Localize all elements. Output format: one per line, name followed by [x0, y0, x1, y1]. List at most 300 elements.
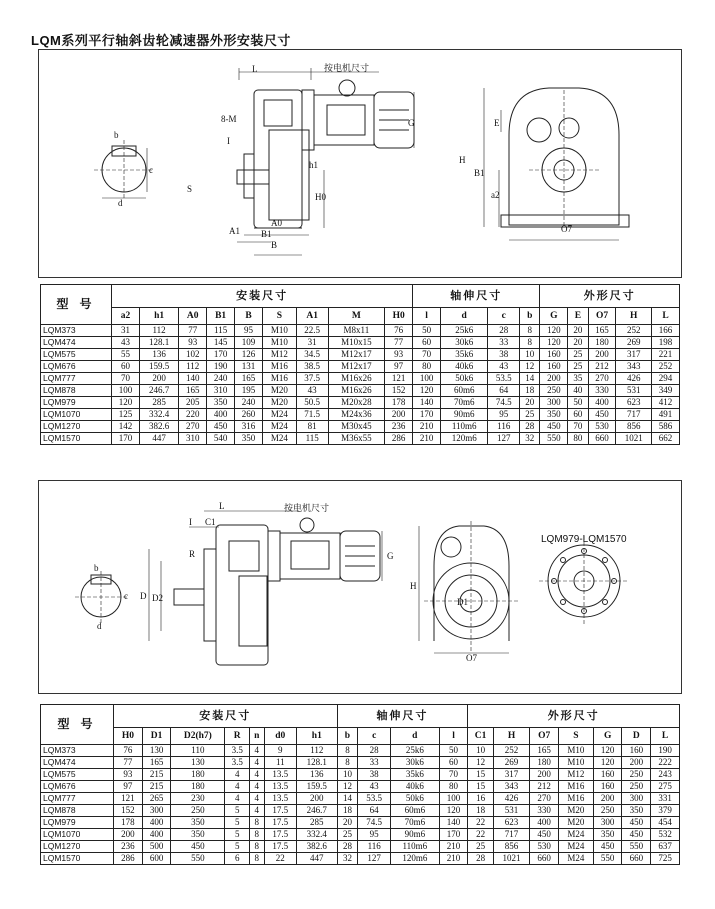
table-cell: 77 — [179, 325, 207, 337]
label-S: S — [187, 184, 193, 194]
table-cell: 8 — [520, 337, 540, 349]
table-cell: M20 — [262, 397, 296, 409]
table-cell: 22.5 — [296, 325, 328, 337]
table-cell: 230 — [171, 793, 225, 805]
table-cell: 20 — [568, 325, 588, 337]
label-L: L — [252, 64, 258, 74]
table-cell: 8 — [337, 745, 358, 757]
table-cell: 350 — [207, 397, 235, 409]
label-G: G — [408, 118, 415, 128]
table-cell: 447 — [139, 433, 178, 445]
table-cell: 70m6 — [441, 397, 488, 409]
column-header: A1 — [296, 308, 328, 325]
drawing-panel-1 — [38, 49, 682, 278]
table-cell: 140 — [439, 817, 468, 829]
table-cell: 20 — [520, 397, 540, 409]
label-H0: H0 — [315, 192, 326, 202]
table-cell: 77 — [114, 757, 143, 769]
column-header: H0 — [385, 308, 413, 325]
table-cell: 856 — [493, 841, 530, 853]
table-cell: 64 — [488, 385, 520, 397]
table-cell: 250 — [171, 805, 225, 817]
table-cell: 110 — [171, 745, 225, 757]
table-cell: 379 — [651, 805, 680, 817]
table-cell: 130 — [142, 745, 171, 757]
table-cell: 212 — [530, 781, 559, 793]
table-cell: 28 — [520, 421, 540, 433]
table-cell: 550 — [593, 853, 622, 865]
table-cell: 110m6 — [441, 421, 488, 433]
table-cell: 18 — [520, 385, 540, 397]
table-cell: 200 — [139, 373, 178, 385]
table-cell: 500 — [142, 841, 171, 853]
table-cell: 25 — [568, 361, 588, 373]
table-cell: 10 — [520, 349, 540, 361]
table-cell: 8 — [337, 757, 358, 769]
table-cell: 350 — [171, 817, 225, 829]
table-cell: 550 — [540, 433, 568, 445]
table-cell: 33 — [488, 337, 520, 349]
table-cell: 200 — [622, 757, 651, 769]
table-cell: 37.5 — [296, 373, 328, 385]
table-cell: 38.5 — [296, 361, 328, 373]
table-cell: 126 — [235, 349, 263, 361]
table-cell: 70m6 — [390, 817, 439, 829]
label-a2: a2 — [491, 190, 500, 200]
table-row — [41, 433, 680, 445]
table-cell: 180 — [171, 769, 225, 781]
table-cell: 240 — [207, 373, 235, 385]
model-cell: LQM878 — [41, 805, 114, 817]
table-cell: 18 — [337, 805, 358, 817]
table-cell: 25 — [520, 409, 540, 421]
table-cell: 215 — [142, 781, 171, 793]
table-cell: 14 — [520, 373, 540, 385]
table-cell: 8 — [250, 817, 264, 829]
table-cell: 35k6 — [441, 349, 488, 361]
table-cell: 343 — [616, 361, 652, 373]
table-cell: 300 — [593, 817, 622, 829]
table-cell: 550 — [171, 853, 225, 865]
table-cell: 426 — [616, 373, 652, 385]
table-cell: 120 — [540, 337, 568, 349]
table-cell: 269 — [616, 337, 652, 349]
column-header: C1 — [468, 728, 493, 745]
table-cell: 160 — [593, 769, 622, 781]
table-cell: 400 — [530, 817, 559, 829]
table-cell: M10 — [559, 745, 594, 757]
table-cell: 332.4 — [139, 409, 178, 421]
table-cell: 246.7 — [297, 805, 337, 817]
table-cell: 142 — [112, 421, 140, 433]
table-cell: 13.5 — [264, 793, 297, 805]
table-cell: M12 — [262, 349, 296, 361]
table-cell: 130 — [171, 757, 225, 769]
group-header-shaft: 轴伸尺寸 — [413, 285, 540, 308]
model-cell: LQM1570 — [41, 853, 114, 865]
table-cell: 160 — [622, 745, 651, 757]
table-cell: 454 — [651, 817, 680, 829]
column-header: H — [616, 308, 652, 325]
table-cell: 15 — [468, 781, 493, 793]
column-header: G — [540, 308, 568, 325]
table-cell: 22 — [468, 829, 493, 841]
table-cell: 531 — [493, 805, 530, 817]
table-cell: M24 — [262, 409, 296, 421]
table-cell: 5 — [225, 817, 250, 829]
table-cell: 350 — [171, 829, 225, 841]
table-cell: 660 — [588, 433, 616, 445]
table-cell: 180 — [530, 757, 559, 769]
table-cell: 531 — [616, 385, 652, 397]
label-D1: D1 — [457, 597, 468, 607]
table-cell: 76 — [385, 325, 413, 337]
table-cell: 450 — [530, 829, 559, 841]
table-cell: 300 — [540, 397, 568, 409]
table-cell: 450 — [593, 841, 622, 853]
model-cell: LQM878 — [41, 385, 112, 397]
table-cell: 34.5 — [296, 349, 328, 361]
table-cell: 236 — [114, 841, 143, 853]
table-cell: 530 — [530, 841, 559, 853]
table-cell: 97 — [385, 361, 413, 373]
table-cell: M24 — [559, 853, 594, 865]
table-cell: 717 — [616, 409, 652, 421]
label-H: H — [459, 155, 466, 165]
table-row — [41, 385, 680, 397]
table-cell: 31 — [112, 325, 140, 337]
table-cell: 70 — [439, 769, 468, 781]
table-cell: M8x11 — [328, 325, 385, 337]
table-cell: 100 — [112, 385, 140, 397]
table-cell: 50 — [413, 325, 441, 337]
table-cell: 400 — [588, 397, 616, 409]
label-c-2: c — [124, 591, 128, 601]
table-cell: 136 — [139, 349, 178, 361]
table-cell: 115 — [207, 325, 235, 337]
column-header: D2(h7) — [171, 728, 225, 745]
label-O7: O7 — [561, 224, 572, 234]
table-cell: 200 — [297, 793, 337, 805]
table-cell: 80 — [439, 781, 468, 793]
motor-dimension-label: 按电机尺寸 — [324, 63, 370, 73]
table-cell: 33 — [358, 757, 391, 769]
table-cell: 450 — [622, 829, 651, 841]
table-cell: 300 — [622, 793, 651, 805]
model-cell: LQM575 — [41, 769, 114, 781]
table-cell: 600 — [142, 853, 171, 865]
table-cell: 170 — [439, 829, 468, 841]
table-cell: 275 — [651, 781, 680, 793]
table-cell: 250 — [622, 781, 651, 793]
table-cell: 178 — [385, 397, 413, 409]
table-cell: M12 — [559, 769, 594, 781]
table-cell: 136 — [297, 769, 337, 781]
table-cell: 93 — [385, 349, 413, 361]
table-cell: 200 — [588, 349, 616, 361]
drawing-panel-2 — [38, 480, 682, 694]
series-label: LQM979-LQM1570 — [541, 534, 627, 545]
table-cell: 25k6 — [390, 745, 439, 757]
table-cell: 12 — [468, 757, 493, 769]
table-cell: 60 — [413, 337, 441, 349]
table-cell: 120m6 — [390, 853, 439, 865]
table-cell: 550 — [622, 841, 651, 853]
model-cell: LQM676 — [41, 361, 112, 373]
label-d-2: d — [97, 621, 102, 631]
table-cell: 116 — [358, 841, 391, 853]
table-cell: 210 — [413, 433, 441, 445]
model-cell: LQM777 — [41, 373, 112, 385]
table-cell: 450 — [588, 409, 616, 421]
table-cell: 20 — [568, 337, 588, 349]
table-cell: 70 — [413, 349, 441, 361]
table-cell: 252 — [651, 361, 679, 373]
table-cell: M10x15 — [328, 337, 385, 349]
table-cell: 350 — [540, 409, 568, 421]
table-cell: 152 — [114, 805, 143, 817]
table-cell: M10 — [262, 337, 296, 349]
table-cell: 31 — [296, 337, 328, 349]
table-cell: 330 — [588, 385, 616, 397]
table-cell: 80 — [568, 433, 588, 445]
table-cell: 13.5 — [264, 781, 297, 793]
table-cell: 286 — [385, 433, 413, 445]
label-D: D — [140, 591, 147, 601]
label-R: R — [189, 549, 196, 559]
table-cell: 210 — [439, 853, 468, 865]
table-row — [41, 781, 680, 793]
table-cell: 252 — [493, 745, 530, 757]
table-cell: 25 — [568, 349, 588, 361]
model-cell: LQM777 — [41, 793, 114, 805]
table-cell: 270 — [530, 793, 559, 805]
label-b: b — [114, 130, 119, 140]
table-cell: 331 — [651, 793, 680, 805]
table-cell: 350 — [593, 829, 622, 841]
table-cell: 426 — [493, 793, 530, 805]
table-cell: 215 — [142, 769, 171, 781]
table-cell: 200 — [593, 793, 622, 805]
table-cell: 4 — [250, 805, 264, 817]
table-cell: 53.5 — [358, 793, 391, 805]
table-cell: M24 — [262, 433, 296, 445]
table-cell: 660 — [622, 853, 651, 865]
model-cell: LQM373 — [41, 745, 114, 757]
table-cell: 285 — [139, 397, 178, 409]
column-header: n — [250, 728, 264, 745]
table-cell: 382.6 — [297, 841, 337, 853]
table-row — [41, 793, 680, 805]
label-E: E — [494, 118, 500, 128]
model-cell: LQM979 — [41, 397, 112, 409]
table-cell: 4 — [250, 793, 264, 805]
table-cell: 269 — [493, 757, 530, 769]
column-header: L — [651, 728, 680, 745]
table-cell: 400 — [142, 829, 171, 841]
table-cell: 400 — [207, 409, 235, 421]
column-header: a2 — [112, 308, 140, 325]
table-cell: 170 — [207, 349, 235, 361]
table-cell: 93 — [114, 769, 143, 781]
table-cell: M16 — [559, 793, 594, 805]
table-cell: M20 — [559, 817, 594, 829]
table-row — [41, 397, 680, 409]
column-header: S — [559, 728, 594, 745]
spec-table-2 — [40, 704, 680, 865]
table-cell: 412 — [651, 397, 679, 409]
table-cell: 112 — [139, 325, 178, 337]
table-cell: 25k6 — [441, 325, 488, 337]
table-cell: 250 — [622, 769, 651, 781]
table-cell: 50k6 — [441, 373, 488, 385]
table-row — [41, 817, 680, 829]
table-cell: 210 — [413, 421, 441, 433]
table-cell: 120 — [413, 385, 441, 397]
table-cell: 294 — [651, 373, 679, 385]
table-cell: 252 — [616, 325, 652, 337]
table-cell: 400 — [142, 817, 171, 829]
table-cell: 165 — [588, 325, 616, 337]
column-header: G — [593, 728, 622, 745]
table-cell: M16x26 — [328, 373, 385, 385]
column-header-row — [41, 308, 680, 325]
table-cell: 212 — [588, 361, 616, 373]
table-cell: 60 — [568, 409, 588, 421]
table-cell: 95 — [488, 409, 520, 421]
table-cell: 330 — [530, 805, 559, 817]
table-cell: 662 — [651, 433, 679, 445]
table-cell: 165 — [179, 385, 207, 397]
table-row — [41, 373, 680, 385]
table-row — [41, 769, 680, 781]
table-cell: 35 — [568, 373, 588, 385]
table-cell: 28 — [337, 841, 358, 853]
table-cell: 112 — [297, 745, 337, 757]
column-header: O7 — [588, 308, 616, 325]
table-cell: 17.5 — [264, 805, 297, 817]
model-cell: LQM1070 — [41, 409, 112, 421]
table-cell: 243 — [651, 769, 680, 781]
table-cell: 491 — [651, 409, 679, 421]
table-cell: 180 — [588, 337, 616, 349]
table-cell: 15 — [468, 769, 493, 781]
table-cell: 127 — [488, 433, 520, 445]
column-header: d — [441, 308, 488, 325]
table-cell: M24 — [559, 841, 594, 853]
group-header-outline-2: 外形尺寸 — [468, 705, 680, 728]
table-cell: M16x26 — [328, 385, 385, 397]
table-cell: 623 — [616, 397, 652, 409]
column-header: h1 — [297, 728, 337, 745]
table-cell: 110m6 — [390, 841, 439, 853]
table-cell: M16 — [559, 781, 594, 793]
table-row — [41, 337, 680, 349]
table-cell: 30k6 — [441, 337, 488, 349]
table-cell: 17.5 — [264, 817, 297, 829]
table-row — [41, 829, 680, 841]
table-cell: 382.6 — [139, 421, 178, 433]
table-cell: 12 — [520, 361, 540, 373]
table-cell: 4 — [225, 793, 250, 805]
table-cell: 40k6 — [441, 361, 488, 373]
column-header: R — [225, 728, 250, 745]
table-cell: 120m6 — [441, 433, 488, 445]
table-cell: 856 — [616, 421, 652, 433]
table-cell: 286 — [114, 853, 143, 865]
table-cell: 53.5 — [488, 373, 520, 385]
table-cell: 159.5 — [139, 361, 178, 373]
column-header: B — [235, 308, 263, 325]
table-cell: 43 — [488, 361, 520, 373]
column-header: d — [390, 728, 439, 745]
model-cell: LQM1270 — [41, 421, 112, 433]
table-cell: 447 — [297, 853, 337, 865]
table-cell: 9 — [264, 745, 297, 757]
table-cell: 166 — [651, 325, 679, 337]
table-cell: 28 — [488, 325, 520, 337]
label-A1: A1 — [229, 226, 240, 236]
table-cell: 210 — [439, 841, 468, 853]
table-cell: 127 — [358, 853, 391, 865]
column-header: D — [622, 728, 651, 745]
table-cell: 10 — [337, 769, 358, 781]
table-cell: 100 — [413, 373, 441, 385]
column-header: h1 — [139, 308, 178, 325]
column-header: l — [439, 728, 468, 745]
table-cell: 236 — [385, 421, 413, 433]
table-cell: M12x17 — [328, 361, 385, 373]
label-A0: A0 — [271, 218, 282, 228]
label-B1-end: B1 — [474, 168, 485, 178]
table-cell: 38 — [358, 769, 391, 781]
table-cell: 4 — [250, 769, 264, 781]
table-cell: 200 — [540, 373, 568, 385]
table-cell: 250 — [593, 805, 622, 817]
table-row — [41, 745, 680, 757]
table-cell: 159.5 — [297, 781, 337, 793]
label-B: B — [271, 240, 278, 250]
group-header-shaft-2: 轴伸尺寸 — [337, 705, 468, 728]
table-cell: 81 — [296, 421, 328, 433]
table-cell: 22 — [468, 817, 493, 829]
table-cell: 17.5 — [264, 829, 297, 841]
table-cell: 178 — [114, 817, 143, 829]
table-cell: 5 — [225, 805, 250, 817]
table-cell: 43 — [296, 385, 328, 397]
table-cell: M12x17 — [328, 349, 385, 361]
table-cell: 97 — [114, 781, 143, 793]
table-cell: 200 — [530, 769, 559, 781]
table-cell: M16 — [262, 361, 296, 373]
table-cell: 25 — [337, 829, 358, 841]
column-header: B1 — [207, 308, 235, 325]
table-cell: 310 — [207, 385, 235, 397]
table-cell: 70 — [568, 421, 588, 433]
table-cell: 450 — [622, 817, 651, 829]
table-cell: 180 — [171, 781, 225, 793]
table-cell: 260 — [235, 409, 263, 421]
table-cell: 190 — [651, 745, 680, 757]
table-cell: 112 — [179, 361, 207, 373]
model-cell: LQM373 — [41, 325, 112, 337]
table-cell: 3.5 — [225, 745, 250, 757]
spec-table-1 — [40, 284, 680, 445]
table-cell: 32 — [520, 433, 540, 445]
table-cell: 660 — [530, 853, 559, 865]
label-H-2: H — [410, 581, 417, 591]
table-cell: 246.7 — [139, 385, 178, 397]
